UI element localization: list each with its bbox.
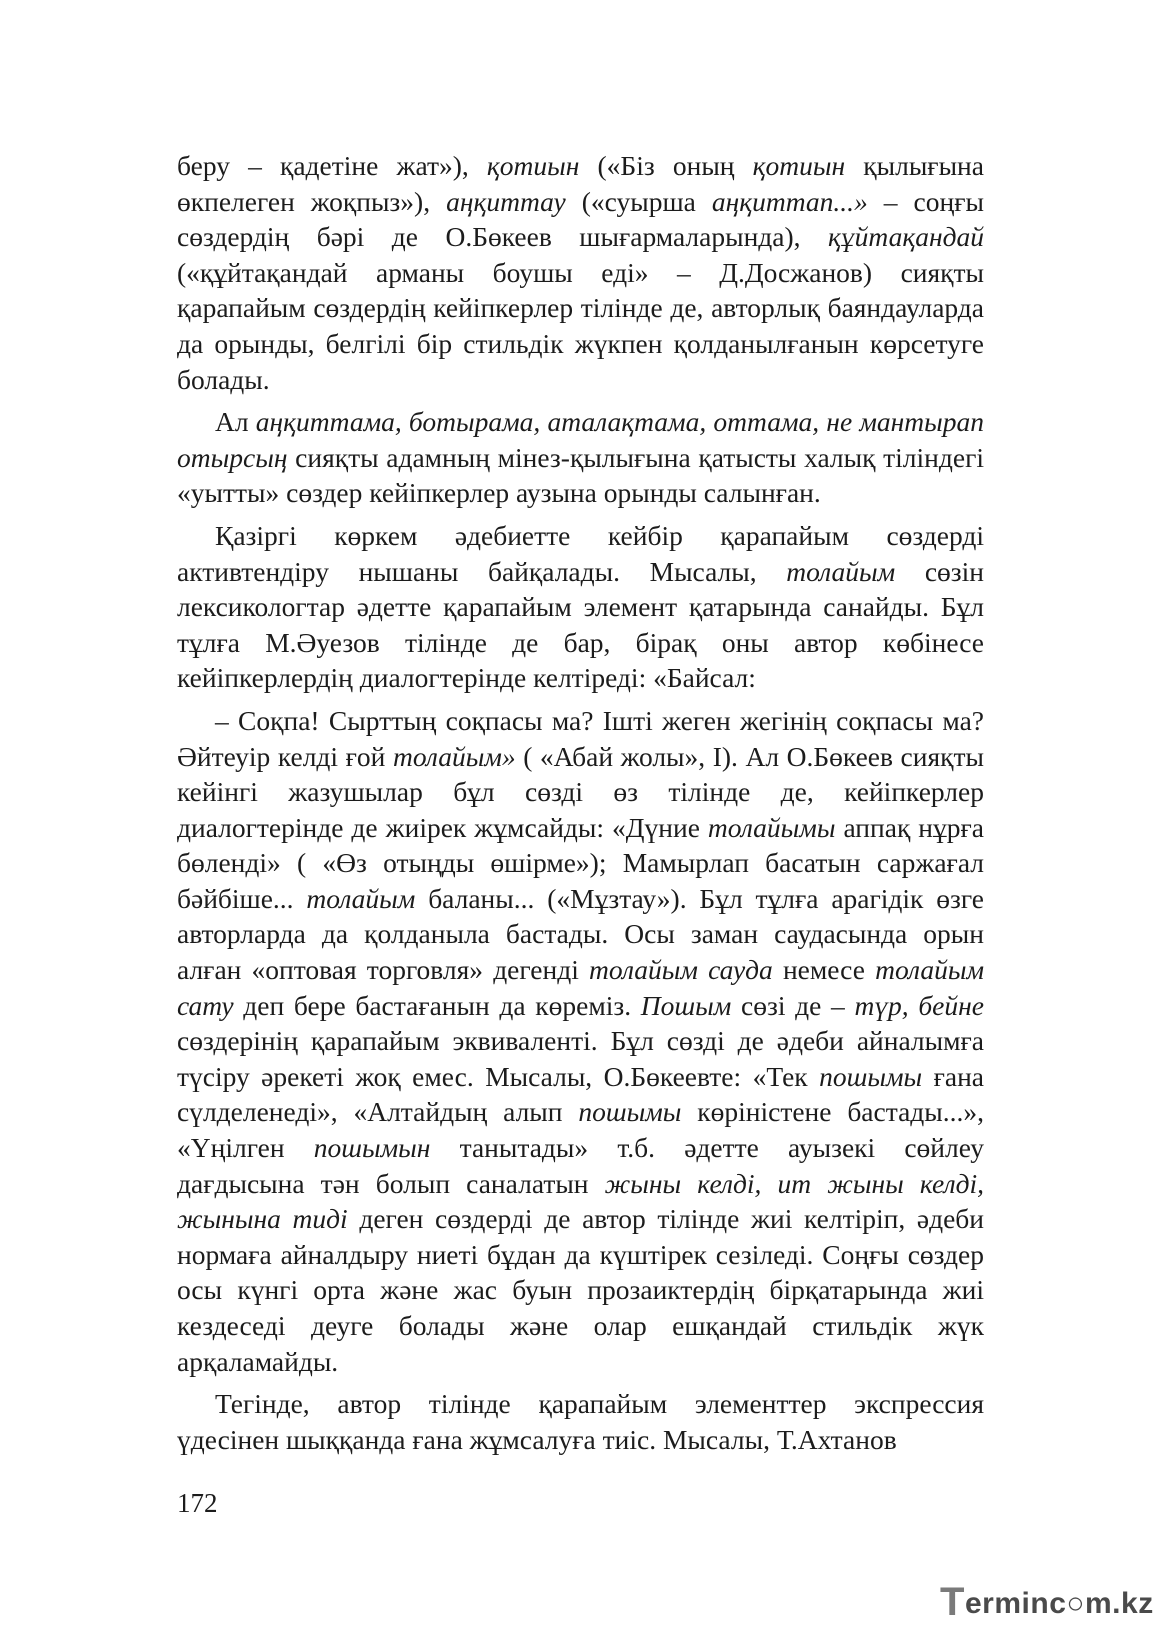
paragraph-1 — [177, 148, 984, 397]
italic-term: толайым сату — [177, 954, 985, 1021]
watermark-text: erminc○m.kz — [965, 1587, 1154, 1620]
italic-term: түр, бейне — [854, 989, 984, 1021]
text-run: («Біз оның — [579, 150, 753, 181]
italic-term: аңқиттама, ботырама, аталақтама, оттама, не мантырап отырсың — [177, 406, 984, 473]
text-run: сияқты адамның мінез-қылығына қатысты халық тіліндегі «уытты» сөздер кейіпкерлер аузына орынды салынған. — [177, 441, 984, 509]
italic-term: қотиын — [752, 150, 846, 181]
italic-term: пошымы — [819, 1060, 923, 1092]
italic-term: Пошым — [640, 989, 732, 1021]
text-run: деп бере бастағанын да көреміз. — [233, 989, 641, 1021]
watermark-logo — [940, 1580, 1154, 1624]
italic-term: құйтақандай — [828, 221, 984, 253]
paragraph-3 — [177, 518, 984, 696]
italic-term: аңқиттап...» — [711, 185, 868, 217]
paragraph-4 — [177, 703, 984, 1379]
italic-term: пошымы — [578, 1096, 682, 1128]
paragraph-5 — [177, 1386, 984, 1457]
italic-term: пошымын — [313, 1132, 431, 1164]
italic-term: толайым» — [392, 740, 516, 772]
italic-term: толайым — [306, 882, 416, 914]
text-run: («құйтақандай арманы боушы еді» – Д.Досжанов) сияқты қарапайым сөздердің кейіпкерлер тілінде де, авторлық баяндауларда да орынды, белгілі бір стильдік жүкпен қолданылғанын көрсетуге болады. — [177, 256, 984, 395]
italic-term: толайымы — [707, 811, 836, 843]
italic-term: жыны келді, ит жыны келді, жынына тиді — [177, 1167, 984, 1235]
text-run: көріністене бастады...», «Үңілген — [177, 1096, 984, 1164]
italic-term: аңқиттау — [446, 185, 566, 217]
italic-term: толайым сауда — [589, 954, 773, 986]
text-run: баланы... («Мұзтау»). Бұл тұлға арагідік өзге авторларда да қолданыла бастады. Осы заман саудасында орын алған «оптовая торговля» дегенді — [177, 882, 984, 986]
page-number: 172 — [177, 1488, 218, 1518]
text-run: Ал — [215, 406, 256, 438]
text-run: сөзін лексикологтар әдетте қарапайым элемент қатарында санайды. Бұл тұлға М.Әуезов тілінде де бар, бірақ оны автор көбінесе кейіпкерлердің диалогтерінде келтіреді: «Байсал: — [177, 555, 984, 694]
text-run: («суырша — [565, 185, 712, 217]
text-run: – Соқпа! Сырттың соқпасы ма? Ішті жеген жегінің соқпасы ма? Әйтеуір келді ғой — [177, 704, 984, 772]
text-run: қылығына өкпелеген жоқпыз»), — [177, 150, 984, 217]
text-run: ғана сүлделенеді», «Алтайдың алып — [177, 1060, 984, 1128]
text-run: ( «Абай жолы», І). Ал О.Бөкеев сияқты кейінгі жазушылар бұл сөзді өз тілінде де, кейіпкерлер диалогтерінде де жиірек жұмсайды: «Дүние — [177, 740, 984, 843]
italic-term: толайым — [786, 555, 896, 587]
text-run: танытады» т.б. әдетте ауызекі сөйлеу дағдысына тән болып саналатын — [177, 1132, 984, 1199]
italic-term: қотиын — [486, 150, 580, 181]
paragraph-2 — [177, 404, 984, 511]
text-run: Қазіргі көркем әдебиетте кейбір қарапайым сөздерді активтендіру нышаны байқалады. Мысалы, — [177, 519, 984, 587]
text-run: сөздерінің қарапайым эквиваленті. Бұл сөзді де әдеби айналымға түсіру әрекеті жоқ емес. Мысалы, О.Бөкеевте: «Тек — [177, 1025, 984, 1092]
watermark-t: T — [940, 1580, 965, 1624]
page-body — [177, 148, 984, 1464]
text-run: Тегінде, автор тілінде қарапайым элементтер экспрессия үдесінен шыққанда ғана жұмсалуға тиіс. Мысалы, Т.Ахтанов — [177, 1388, 984, 1455]
text-run: немесе — [772, 954, 876, 986]
text-run: сөзі де – — [731, 989, 855, 1021]
text-run: беру – қадетіне жат»), — [177, 150, 487, 181]
text-run: аппақ нұрға бөленді» ( «Өз отыңды өшірме»); Мамырлап басатын саржағал бәйбіше... — [177, 811, 985, 914]
text-run: деген сөздерді де автор тілінде жиі келтіріп, әдеби нормаға айналдыру ниеті бұдан да күштірек сезіледі. Соңғы сөздер осы күнгі орта және жас буын прозаиктердің бірқатарында жиі кездеседі деуге болады және олар ешқандай стильдік жүк арқаламайды. — [177, 1203, 984, 1377]
text-run: – соңғы сөздердің бәрі де О.Бөкеев шығармаларында), — [177, 185, 984, 253]
